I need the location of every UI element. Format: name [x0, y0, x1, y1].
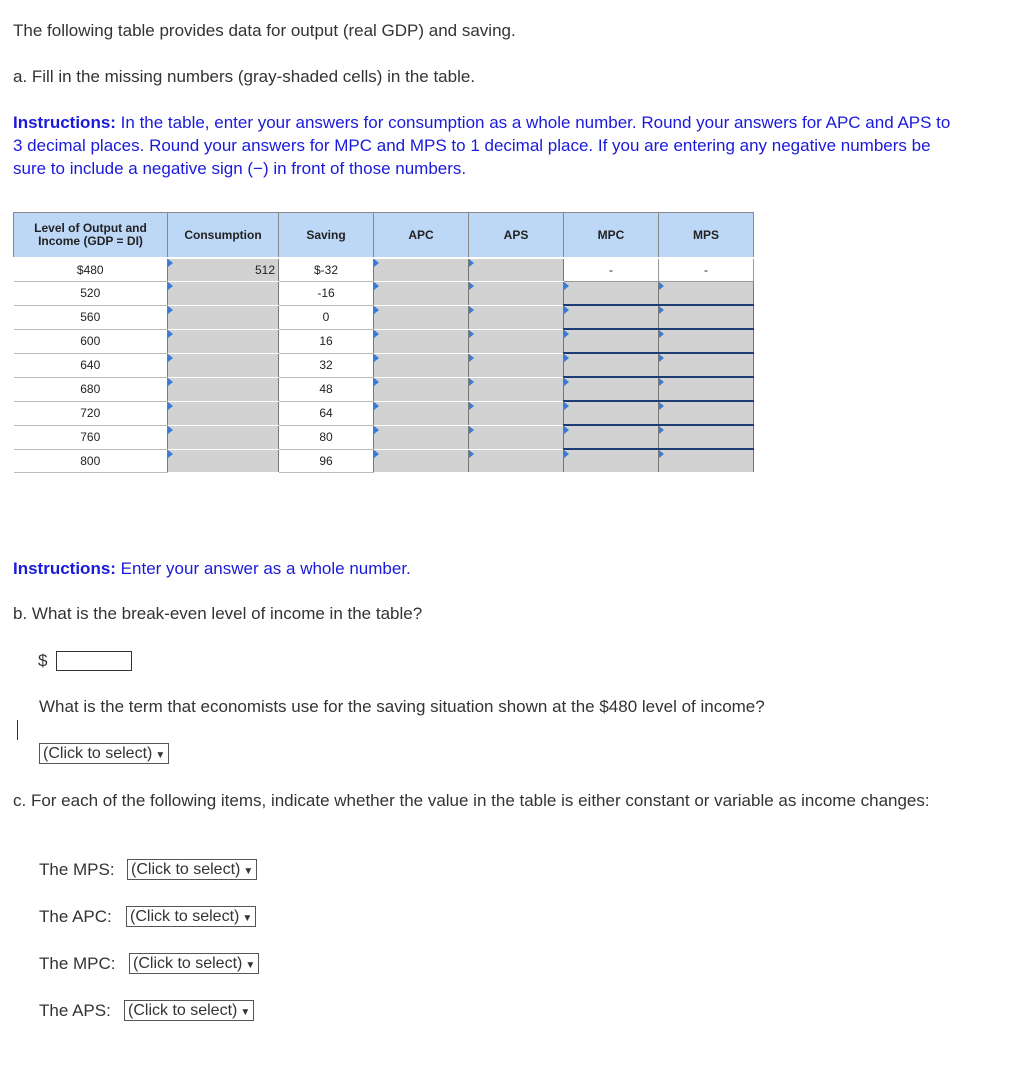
table-row: [14, 258, 754, 282]
aps-input[interactable]: [469, 258, 564, 282]
apc-input[interactable]: [374, 401, 469, 425]
instructions-text: In the table, enter your answers for consumption as a whole number. Round your answers for APC and APS to 3 decimal places. Round your answers for MPC and MPS to 1 decimal place. If you are entering any negative numbers be sure to include a negative sign (−) in front of those numbers.: [13, 113, 951, 178]
consumption-input[interactable]: [168, 353, 279, 377]
apc-input[interactable]: [374, 425, 469, 449]
level-cell: 560: [14, 305, 168, 329]
text-cursor: [17, 720, 18, 740]
mps-cell: -: [659, 258, 754, 282]
chevron-down-icon: ▼: [242, 913, 253, 924]
saving-cell: 0: [279, 305, 374, 329]
aps-input[interactable]: [469, 353, 564, 377]
consumption-input[interactable]: [168, 401, 279, 425]
chevron-down-icon: ▼: [155, 750, 166, 761]
table-row: [14, 282, 754, 306]
instructions-label: Instructions:: [13, 559, 116, 578]
consumption-input[interactable]: [168, 377, 279, 401]
level-cell: 600: [14, 329, 168, 353]
table-row: [14, 377, 754, 401]
apc-input[interactable]: [374, 449, 469, 473]
aps-row: [39, 999, 111, 1022]
saving-cell: 64: [279, 401, 374, 425]
mpc-row: [39, 952, 116, 975]
mps-input[interactable]: [659, 353, 754, 377]
saving-cell: -16: [279, 282, 374, 306]
select-value: (Click to select): [128, 1002, 238, 1019]
apc-input[interactable]: [374, 377, 469, 401]
saving-cell: $-32: [279, 258, 374, 282]
select-value: (Click to select): [131, 861, 241, 878]
part-a-prompt: a. Fill in the missing numbers (gray-shaded cells) in the table.: [13, 67, 476, 86]
select-value: (Click to select): [133, 955, 243, 972]
instructions-label: Instructions:: [13, 113, 116, 132]
mpc-input[interactable]: [564, 377, 659, 401]
dollar-sign: $: [38, 651, 48, 670]
instructions-text: Enter your answer as a whole number.: [115, 559, 411, 578]
header-mpc: MPC: [564, 213, 659, 259]
consumption-input[interactable]: [168, 305, 279, 329]
header-aps: APS: [469, 213, 564, 259]
mpc-label: The MPC:: [39, 954, 116, 973]
apc-input[interactable]: [374, 305, 469, 329]
mpc-input[interactable]: [564, 425, 659, 449]
mps-input[interactable]: [659, 329, 754, 353]
mps-input[interactable]: [659, 449, 754, 473]
apc-input[interactable]: [374, 353, 469, 377]
part-b-question: b. What is the break-even level of income in the table?: [13, 604, 423, 623]
level-cell: 680: [14, 377, 168, 401]
aps-input[interactable]: [469, 401, 564, 425]
aps-input[interactable]: [469, 449, 564, 473]
break-even-input[interactable]: [56, 651, 132, 671]
part-b-question-2: What is the term that economists use for the saving situation shown at the $480 level of income?: [39, 697, 765, 716]
select-value: (Click to select): [43, 745, 153, 762]
apc-label: The APC:: [39, 907, 112, 926]
aps-label: The APS:: [39, 1001, 111, 1020]
saving-cell: 16: [279, 329, 374, 353]
header-row: [14, 213, 754, 259]
mpc-input[interactable]: [564, 353, 659, 377]
saving-term-select[interactable]: [39, 743, 169, 764]
part-a-instructions: [13, 111, 953, 180]
level-cell: $480: [14, 258, 168, 282]
table-row: [14, 449, 754, 473]
apc-select[interactable]: [126, 906, 256, 927]
mps-input[interactable]: [659, 425, 754, 449]
intro-text: The following table provides data for output (real GDP) and saving.: [13, 21, 516, 40]
mpc-input[interactable]: [564, 282, 659, 306]
consumption-input[interactable]: [168, 329, 279, 353]
mpc-input[interactable]: [564, 305, 659, 329]
mps-input[interactable]: [659, 377, 754, 401]
aps-input[interactable]: [469, 329, 564, 353]
level-cell: 720: [14, 401, 168, 425]
aps-input[interactable]: [469, 282, 564, 306]
consumption-input[interactable]: [168, 282, 279, 306]
aps-select[interactable]: [124, 1000, 254, 1021]
mps-input[interactable]: [659, 305, 754, 329]
saving-cell: 48: [279, 377, 374, 401]
apc-input[interactable]: [374, 282, 469, 306]
table-row: [14, 353, 754, 377]
mps-row: [39, 858, 115, 881]
header-saving: Saving: [279, 213, 374, 259]
table-row: [14, 425, 754, 449]
consumption-input[interactable]: [168, 425, 279, 449]
aps-input[interactable]: [469, 425, 564, 449]
aps-input[interactable]: [469, 305, 564, 329]
part-c-question: c. For each of the following items, indicate whether the value in the table is either constant or variable as income changes:: [13, 791, 930, 810]
chevron-down-icon: ▼: [245, 960, 256, 971]
apc-row: [39, 905, 112, 928]
mps-input[interactable]: [659, 401, 754, 425]
saving-cell: 96: [279, 449, 374, 473]
level-cell: 800: [14, 449, 168, 473]
header-consumption: Consumption: [168, 213, 279, 259]
saving-cell: 80: [279, 425, 374, 449]
table-row: [14, 329, 754, 353]
apc-input[interactable]: [374, 258, 469, 282]
apc-input[interactable]: [374, 329, 469, 353]
level-cell: 520: [14, 282, 168, 306]
header-apc: APC: [374, 213, 469, 259]
consumption-input[interactable]: 512: [168, 258, 279, 282]
level-cell: 640: [14, 353, 168, 377]
saving-cell: 32: [279, 353, 374, 377]
mps-select[interactable]: [127, 859, 257, 880]
mpc-cell: -: [564, 258, 659, 282]
part-b-instructions: [13, 557, 411, 580]
mpc-select[interactable]: [129, 953, 259, 974]
mpc-input[interactable]: [564, 449, 659, 473]
table-row: [14, 401, 754, 425]
header-mps: MPS: [659, 213, 754, 259]
data-table: [13, 212, 754, 473]
chevron-down-icon: ▼: [240, 1007, 251, 1018]
header-level: Level of Output and Income (GDP = DI): [14, 213, 168, 259]
consumption-input[interactable]: [168, 449, 279, 473]
mps-label: The MPS:: [39, 860, 115, 879]
mpc-input[interactable]: [564, 329, 659, 353]
chevron-down-icon: ▼: [243, 866, 254, 877]
table-row: [14, 305, 754, 329]
aps-input[interactable]: [469, 377, 564, 401]
mps-input[interactable]: [659, 282, 754, 306]
select-value: (Click to select): [130, 908, 240, 925]
mpc-input[interactable]: [564, 401, 659, 425]
level-cell: 760: [14, 425, 168, 449]
